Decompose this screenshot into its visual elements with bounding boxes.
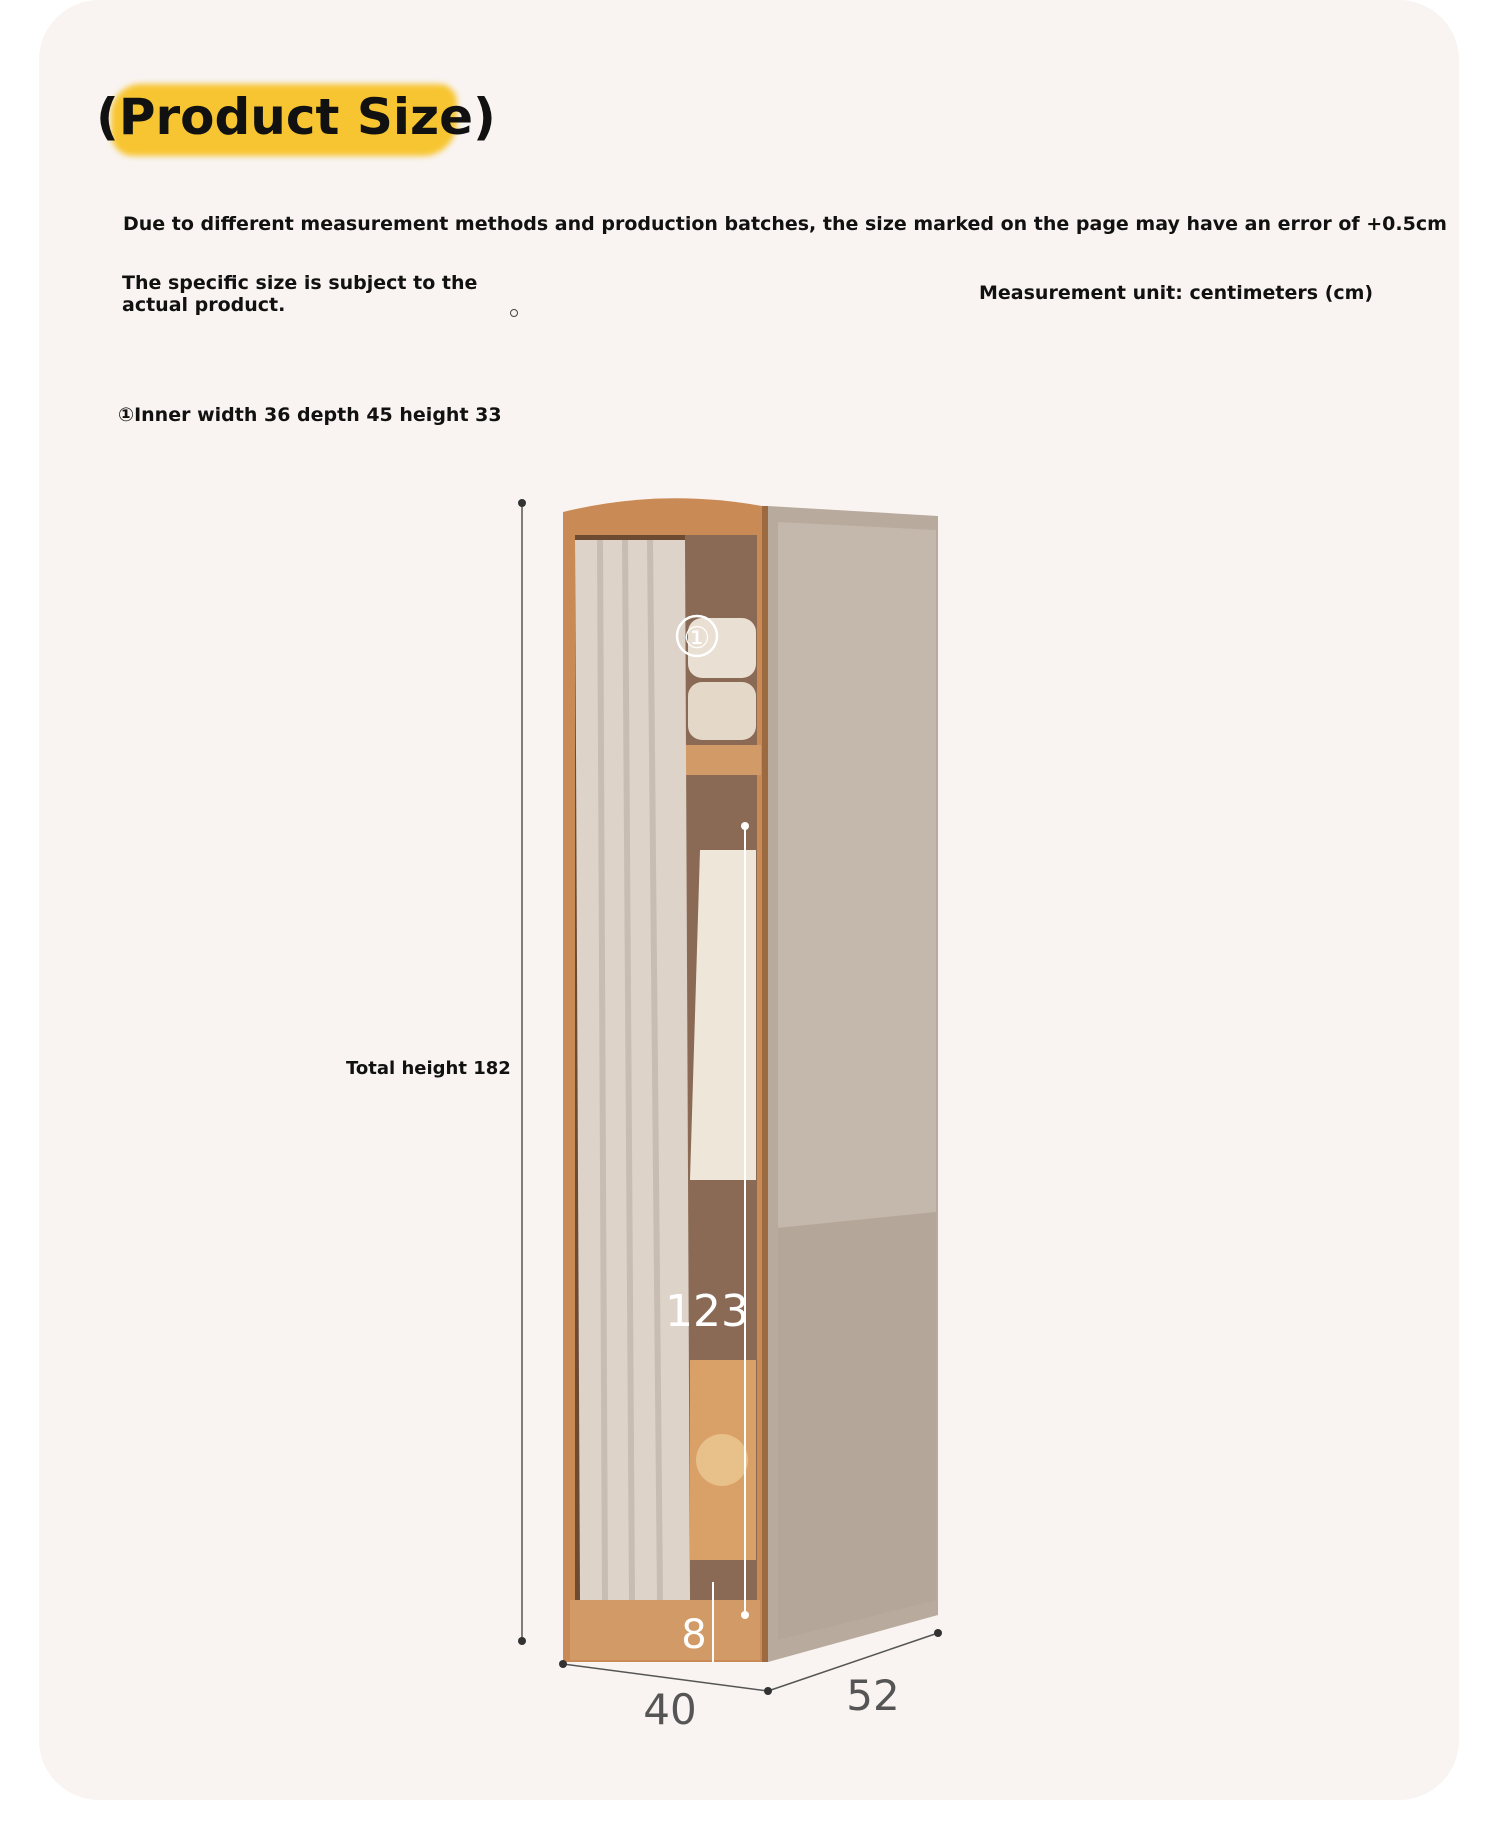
page-title: (Product Size)	[96, 88, 496, 146]
total-height-line	[518, 499, 526, 1645]
hanging-height-label: 123	[665, 1286, 749, 1337]
depth-label: 52	[846, 1671, 900, 1720]
unit-note: Measurement unit: centimeters (cm)	[979, 282, 1374, 304]
base-height-label: 8	[681, 1612, 707, 1658]
error-note: Due to different measurement methods and production batches, the size marked on the page may have an error of +0.5cm	[123, 213, 1447, 235]
subject-note: The specific size is subject to the actual product.	[122, 272, 478, 316]
inner-spec: ①Inner width 36 depth 45 height 33	[118, 404, 502, 426]
width-label: 40	[643, 1685, 697, 1734]
total-height-label: Total height 182	[346, 1058, 511, 1079]
compartment-marker: ①	[683, 621, 711, 656]
